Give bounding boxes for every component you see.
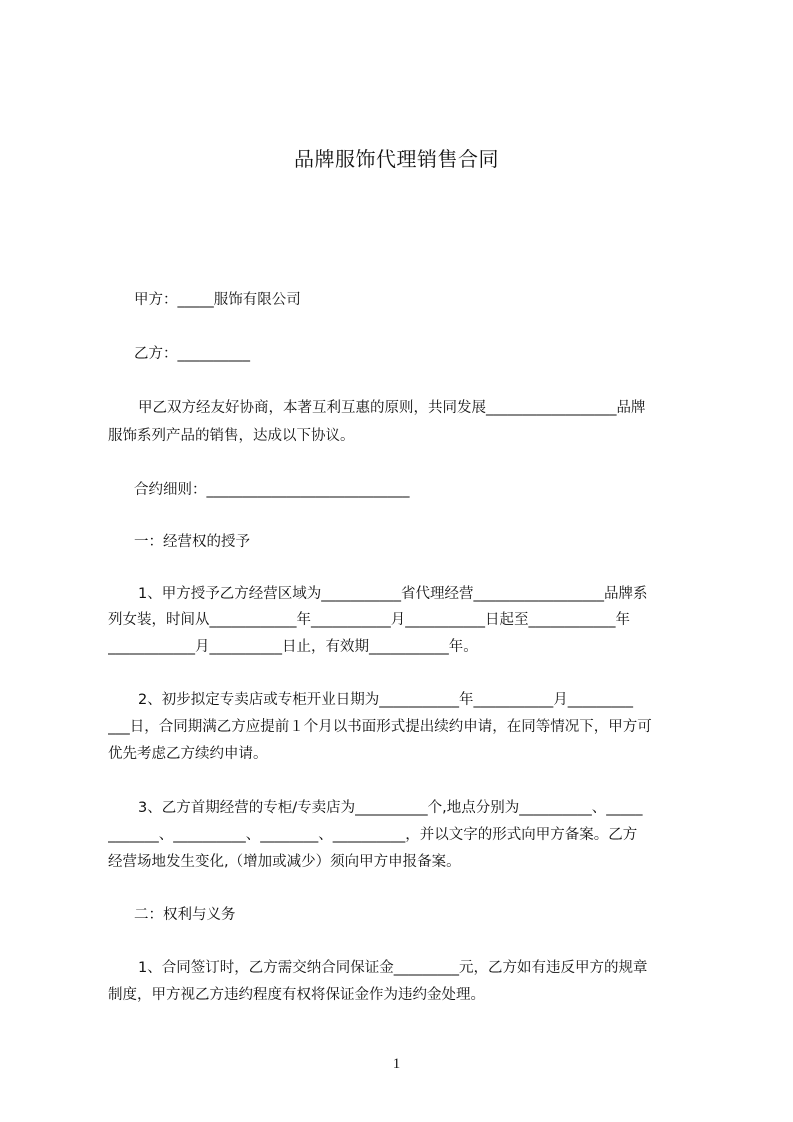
- s1-item2-line-2: ___日，合同期满乙方应提前１个月以书面形式提出续约申请，在同等情况下，甲方可: [108, 719, 652, 735]
- document-title: 品牌服饰代理销售合同: [294, 147, 499, 171]
- intro-line-1: 甲乙双方经友好协商，本著互利互惠的原则，共同发展__________________品牌: [138, 400, 646, 416]
- party-b-line: 乙方：__________: [134, 346, 250, 362]
- party-a-line: 甲方：_____服饰有限公司: [134, 292, 301, 308]
- s1-item3-line-2: _______、__________、________、__________，并以文字的形式向甲方备案。乙方: [108, 827, 638, 843]
- s2-item1-line-2: 制度，甲方视乙方违约程度有权将保证金作为违约金处理。: [108, 987, 485, 1003]
- s1-item2-line-1: 2、初步拟定专卖店或专柜开业日期为___________年___________月_________: [138, 692, 633, 708]
- s1-item1-line-3: ____________月__________日止，有效期___________年。: [108, 639, 478, 655]
- s1-item1-line-1: 1、甲方授予乙方经营区域为___________省代理经营__________________品牌系: [138, 586, 648, 602]
- page-number: 1: [392, 1056, 401, 1072]
- s1-item3-line-1: 3、乙方首期经营的专柜/专卖店为__________个,地点分别为__________、_____: [138, 800, 643, 816]
- s2-item1-line-1: 1、合同签订时，乙方需交纳合同保证金_________元，乙方如有违反甲方的规章: [138, 960, 648, 976]
- intro-line-2: 服饰系列产品的销售，达成以下协议。: [108, 428, 355, 444]
- s1-item3-line-3: 经营场地发生变化,（增加或减少）须向甲方申报备案。: [108, 854, 461, 870]
- section-1-heading: 一：经营权的授予: [134, 534, 250, 550]
- contract-rules-line: 合约细则：____________________________: [134, 482, 410, 498]
- s1-item1-line-2: 列女装，时间从____________年___________月___________日起至____________年: [108, 612, 630, 628]
- section-2-heading: 二：权利与义务: [134, 907, 236, 923]
- s1-item2-line-3: 优先考虑乙方续约申请。: [108, 746, 268, 762]
